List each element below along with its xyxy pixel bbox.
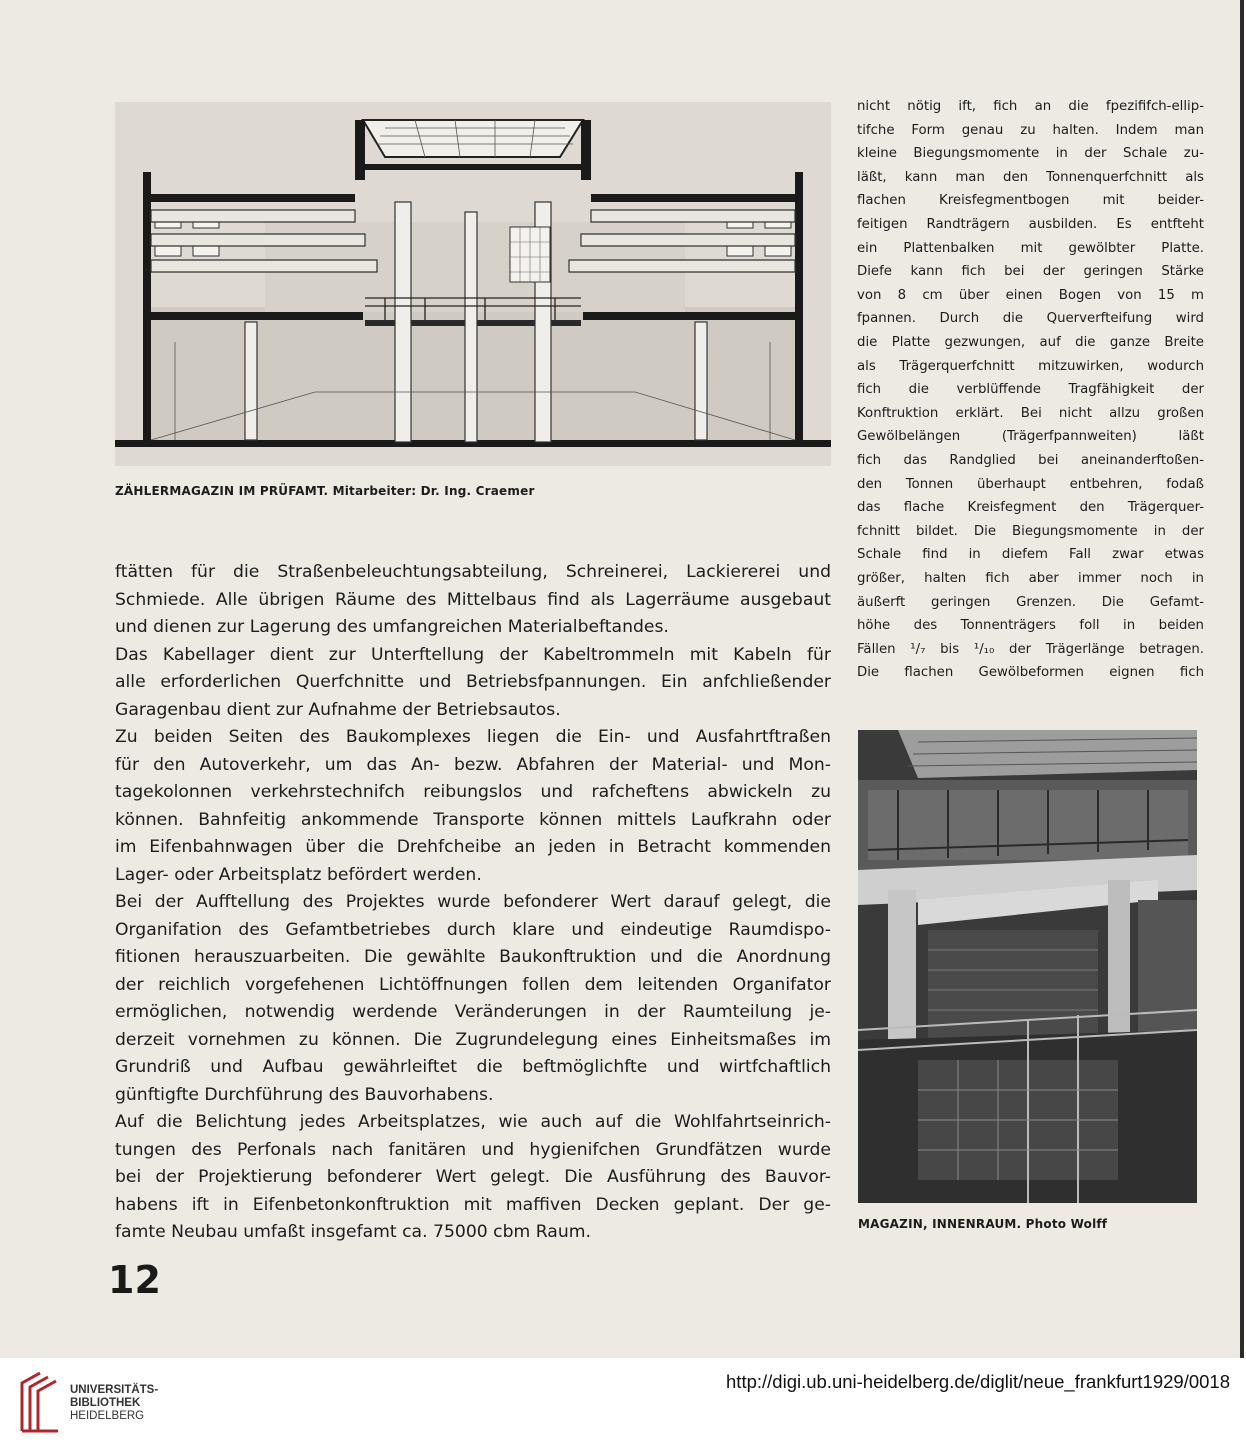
- main-column-line: Grundriß und Aufbau gewährleiftet die beftmöglichfte und wirtfchaftlich: [115, 1057, 831, 1077]
- side-column-line: größer, halten fich aber immer noch in: [857, 571, 1204, 586]
- page-number: 12: [108, 1258, 161, 1302]
- main-column-line: im Eifenbahnwagen über die Drehfcheibe an jeden in Betracht kommenden: [115, 837, 831, 857]
- side-column-line: Gewölbelängen (Trägerfpannweiten) läßt: [857, 429, 1204, 445]
- main-column-line: günftigfte Durchführung des Bauvorhabens.: [115, 1084, 494, 1105]
- side-column-line: von 8 cm über einen Bogen von 15 m: [857, 287, 1204, 303]
- library-name-line: UNIVERSITÄTS-: [70, 1384, 159, 1396]
- side-column-line: Die flachen Gewölbeformen eignen fich: [857, 665, 1204, 681]
- side-column-line: fchnitt bildet. Die Biegungsmomente in der: [857, 523, 1204, 539]
- section-drawing: [115, 102, 831, 466]
- side-column-line: feitigen Randträgern ausbilden. Es entfteht: [857, 217, 1204, 232]
- side-column-line: fpannen. Durch die Querverfteifung wird: [857, 311, 1204, 327]
- main-column-line: fitionen herauszuarbeiten. Die gewählte Baukonftruktion und die Anordnung: [115, 947, 831, 967]
- library-logo: [14, 1369, 64, 1433]
- main-column-line: derzeit vornehmen zu können. Die Zugrundelegung eines Einheitsmaßes im: [115, 1029, 831, 1050]
- side-column-line: Diefe kann fich bei der geringen Stärke: [857, 264, 1204, 280]
- side-column-line: fich das Randglied bei aneinanderftoßen-: [857, 453, 1204, 468]
- main-column-line: habens ift in Eifenbetonkonftruktion mit maffiven Decken geplant. Der ge-: [115, 1194, 831, 1215]
- section-drawing-figure: [115, 102, 831, 466]
- library-name-line: BIBLIOTHEK: [70, 1397, 141, 1409]
- main-column-line: Auf die Belichtung jedes Arbeitsplatzes, wie auch auf die Wohlfahrtseinrich-: [115, 1112, 831, 1132]
- library-name-line: HEIDELBERG: [70, 1410, 145, 1422]
- main-column-line: alle erforderlichen Querfchnitte und Betriebsfpannungen. Ein anfchließender: [115, 672, 831, 692]
- bottom-figure-caption: MAGAZIN, INNENRAUM. Photo Wolff: [858, 1217, 1108, 1231]
- side-column-line: Schale find in diefem Fall zwar etwas: [857, 547, 1204, 563]
- main-column-line: ermöglichen, notwendig werdende Veränderungen in der Raumteilung je-: [115, 1002, 831, 1022]
- side-column-line: ein Plattenbalken mit gewölbter Platte.: [857, 240, 1204, 256]
- interior-photo: [858, 730, 1197, 1203]
- interior-photo-figure: [858, 730, 1197, 1203]
- side-column-line: tifche Form genau zu halten. Indem man: [857, 122, 1204, 138]
- side-column-line: fich die verblüffende Tragfähigkeit der: [857, 382, 1204, 398]
- main-column-line: Garagenbau dient zur Aufnahme der Betriebsautos.: [115, 699, 561, 720]
- side-column-line: kleine Biegungsmomente in der Schale zu-: [857, 146, 1204, 162]
- side-column-line: den Tonnen überhaupt entbehren, fodaß: [857, 476, 1204, 492]
- main-column-line: tungen des Perfonals nach fanitären und hygienifchen Grundfätzen wurde: [115, 1139, 831, 1160]
- main-column-line: Zu beiden Seiten des Baukomplexes liegen die Ein- und Ausfahrtftraßen: [115, 727, 831, 747]
- main-column-line: Lager- oder Arbeitsplatz befördert werden.: [115, 864, 482, 885]
- side-column-line: Konftruktion erklärt. Bei nicht allzu großen: [857, 405, 1204, 421]
- main-column-line: bei der Projektierung befonderer Wert gelegt. Die Ausführung des Bauvor-: [115, 1167, 831, 1187]
- main-column-line: Das Kabellager dient zur Unterftellung der Kabeltrommeln mit Kabeln für: [115, 644, 831, 665]
- main-column-line: können. Bahnfeitig ankommende Transporte können mittels Laufkrahn oder: [115, 809, 831, 830]
- side-column-line: höhe des Tonnenträgers foll in beiden: [857, 618, 1204, 634]
- side-column-line: das flache Kreisfegment den Trägerquer-: [857, 500, 1204, 516]
- main-column-line: Organifation des Gefamtbetriebes durch klare und eindeutige Raumdispo-: [115, 919, 831, 940]
- main-column-line: Bei der Aufftellung des Projektes wurde befonderer Wert darauf gelegt, die: [115, 892, 831, 912]
- main-column-line: tagekolonnen verkehrstechnifch reibungslos und rafcheftens abwickeln zu: [115, 782, 831, 802]
- main-column-line: Schmiede. Alle übrigen Räume des Mittelbaus find als Lagerräume ausgebaut: [115, 589, 831, 610]
- side-column-line: nicht nötig ift, fich an die fpezififch-ellip-: [857, 99, 1204, 114]
- main-column-line: und dienen zur Lagerung des umfangreichen Materialbeftandes.: [115, 617, 669, 637]
- library-name: [70, 1384, 158, 1423]
- side-column-line: Fällen ¹/₇ bis ¹/₁₀ der Trägerlänge betragen.: [857, 641, 1204, 657]
- side-column-line: läßt, kann man den Tonnenquerfchnitt als: [857, 169, 1204, 185]
- main-column-line: der reichlich vorgefehenen Lichtöffnungen follen dem leitenden Organifator: [115, 974, 831, 995]
- source-url-link[interactable]: http://digi.ub.uni-heidelberg.de/diglit/neue_frankfurt1929/0018: [726, 1371, 1230, 1392]
- main-column-line: famte Neubau umfaßt insgefamt ca. 75000 cbm Raum.: [115, 1222, 591, 1242]
- main-column-line: ftätten für die Straßenbeleuchtungsabteilung, Schreinerei, Lackiererei und: [115, 562, 831, 582]
- side-column-line: als Trägerquerfchnitt mitzuwirken, wodurch: [857, 358, 1204, 374]
- side-column-line: äußerft geringen Grenzen. Die Gefamt-: [857, 594, 1204, 610]
- side-column-line: flachen Kreisfegmentbogen mit beider-: [857, 193, 1204, 209]
- library-logo-icon: [14, 1369, 64, 1433]
- side-column-line: die Platte gezwungen, auf die ganze Breite: [857, 335, 1204, 350]
- main-column-line: für den Autoverkehr, um das An- bezw. Abfahren der Material- und Mon-: [115, 754, 831, 775]
- top-figure-caption: ZÄHLERMAGAZIN IM PRÜFAMT. Mitarbeiter: Dr. Ing. Craemer: [115, 484, 535, 498]
